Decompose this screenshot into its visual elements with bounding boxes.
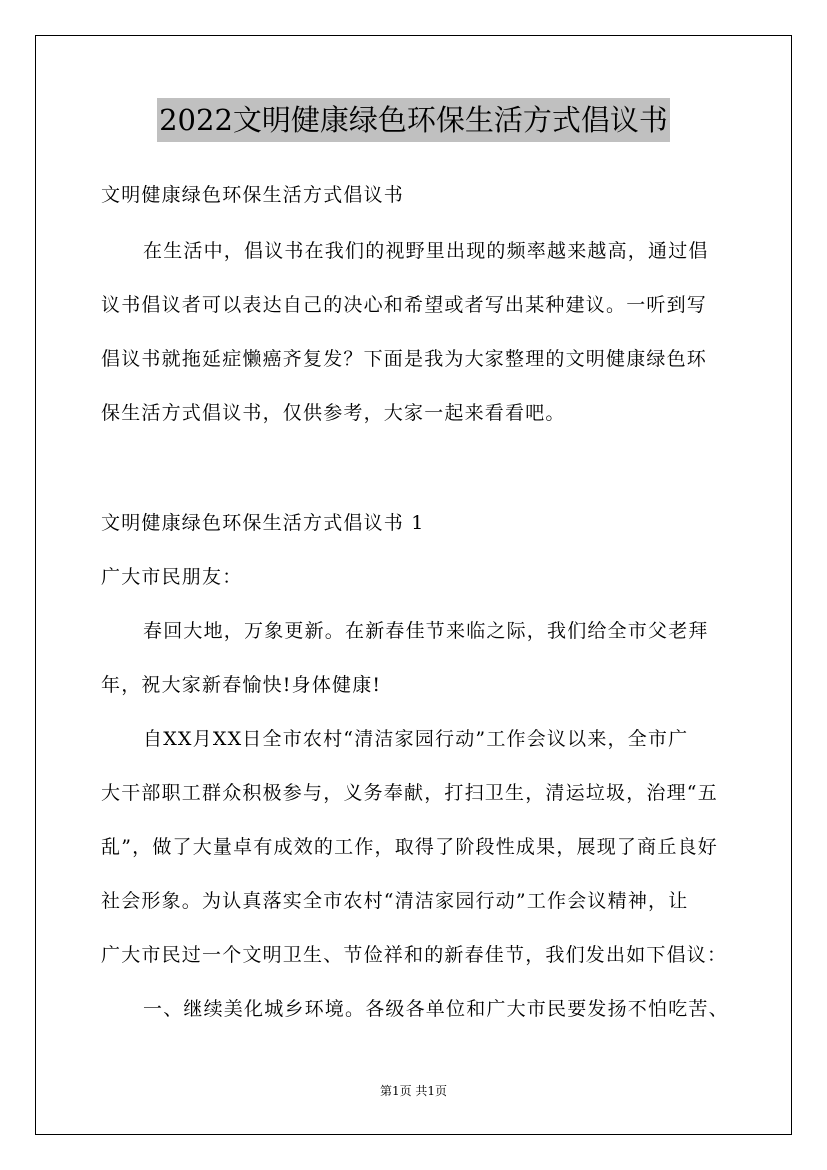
- page-number: 第1页 共1页: [379, 1084, 448, 1098]
- section-heading: 文明健康绿色环保生活方式倡议书 1: [101, 512, 425, 534]
- body-line: 社会形象。为认真落实全市农村“清洁家园行动”工作会议精神，让: [101, 890, 689, 912]
- body-line: 乱”，做了大量卓有成效的工作，取得了阶段性成果，展现了商丘良好: [101, 836, 718, 858]
- intro-line: 保生活方式倡议书，仅供参考，大家一起来看看吧。: [101, 402, 566, 424]
- body-line: 自XX月XX日全市农村“清洁家园行动”工作会议以来，全市广: [143, 728, 689, 750]
- body-line: 年，祝大家新春愉快!身体健康!: [101, 674, 382, 696]
- intro-line: 议书倡议者可以表达自己的决心和希望或者写出某种建议。一听到写: [101, 294, 708, 316]
- document-subtitle: 文明健康绿色环保生活方式倡议书: [101, 184, 405, 206]
- title-container: [0, 98, 827, 142]
- body-line: 大干部职工群众积极参与，义务奉献，打扫卫生，清运垃圾，治理“五: [101, 782, 718, 804]
- salutation: 广大市民朋友：: [101, 566, 243, 588]
- intro-line: 倡议书就拖延症懒癌齐复发？下面是我为大家整理的文明健康绿色环: [101, 348, 708, 370]
- body-line: 春回大地，万象更新。在新春佳节来临之际，我们给全市父老拜: [143, 620, 709, 642]
- intro-line: 在生活中，倡议书在我们的视野里出现的频率越来越高，通过倡: [143, 240, 709, 262]
- body-line: 一、继续美化城乡环境。各级各单位和广大市民要发扬不怕吃苦、: [143, 998, 729, 1020]
- document-title: 2022文明健康绿色环保生活方式倡议书: [157, 98, 670, 142]
- body-line: 广大市民过一个文明卫生、节俭祥和的新春佳节，我们发出如下倡议：: [101, 944, 728, 966]
